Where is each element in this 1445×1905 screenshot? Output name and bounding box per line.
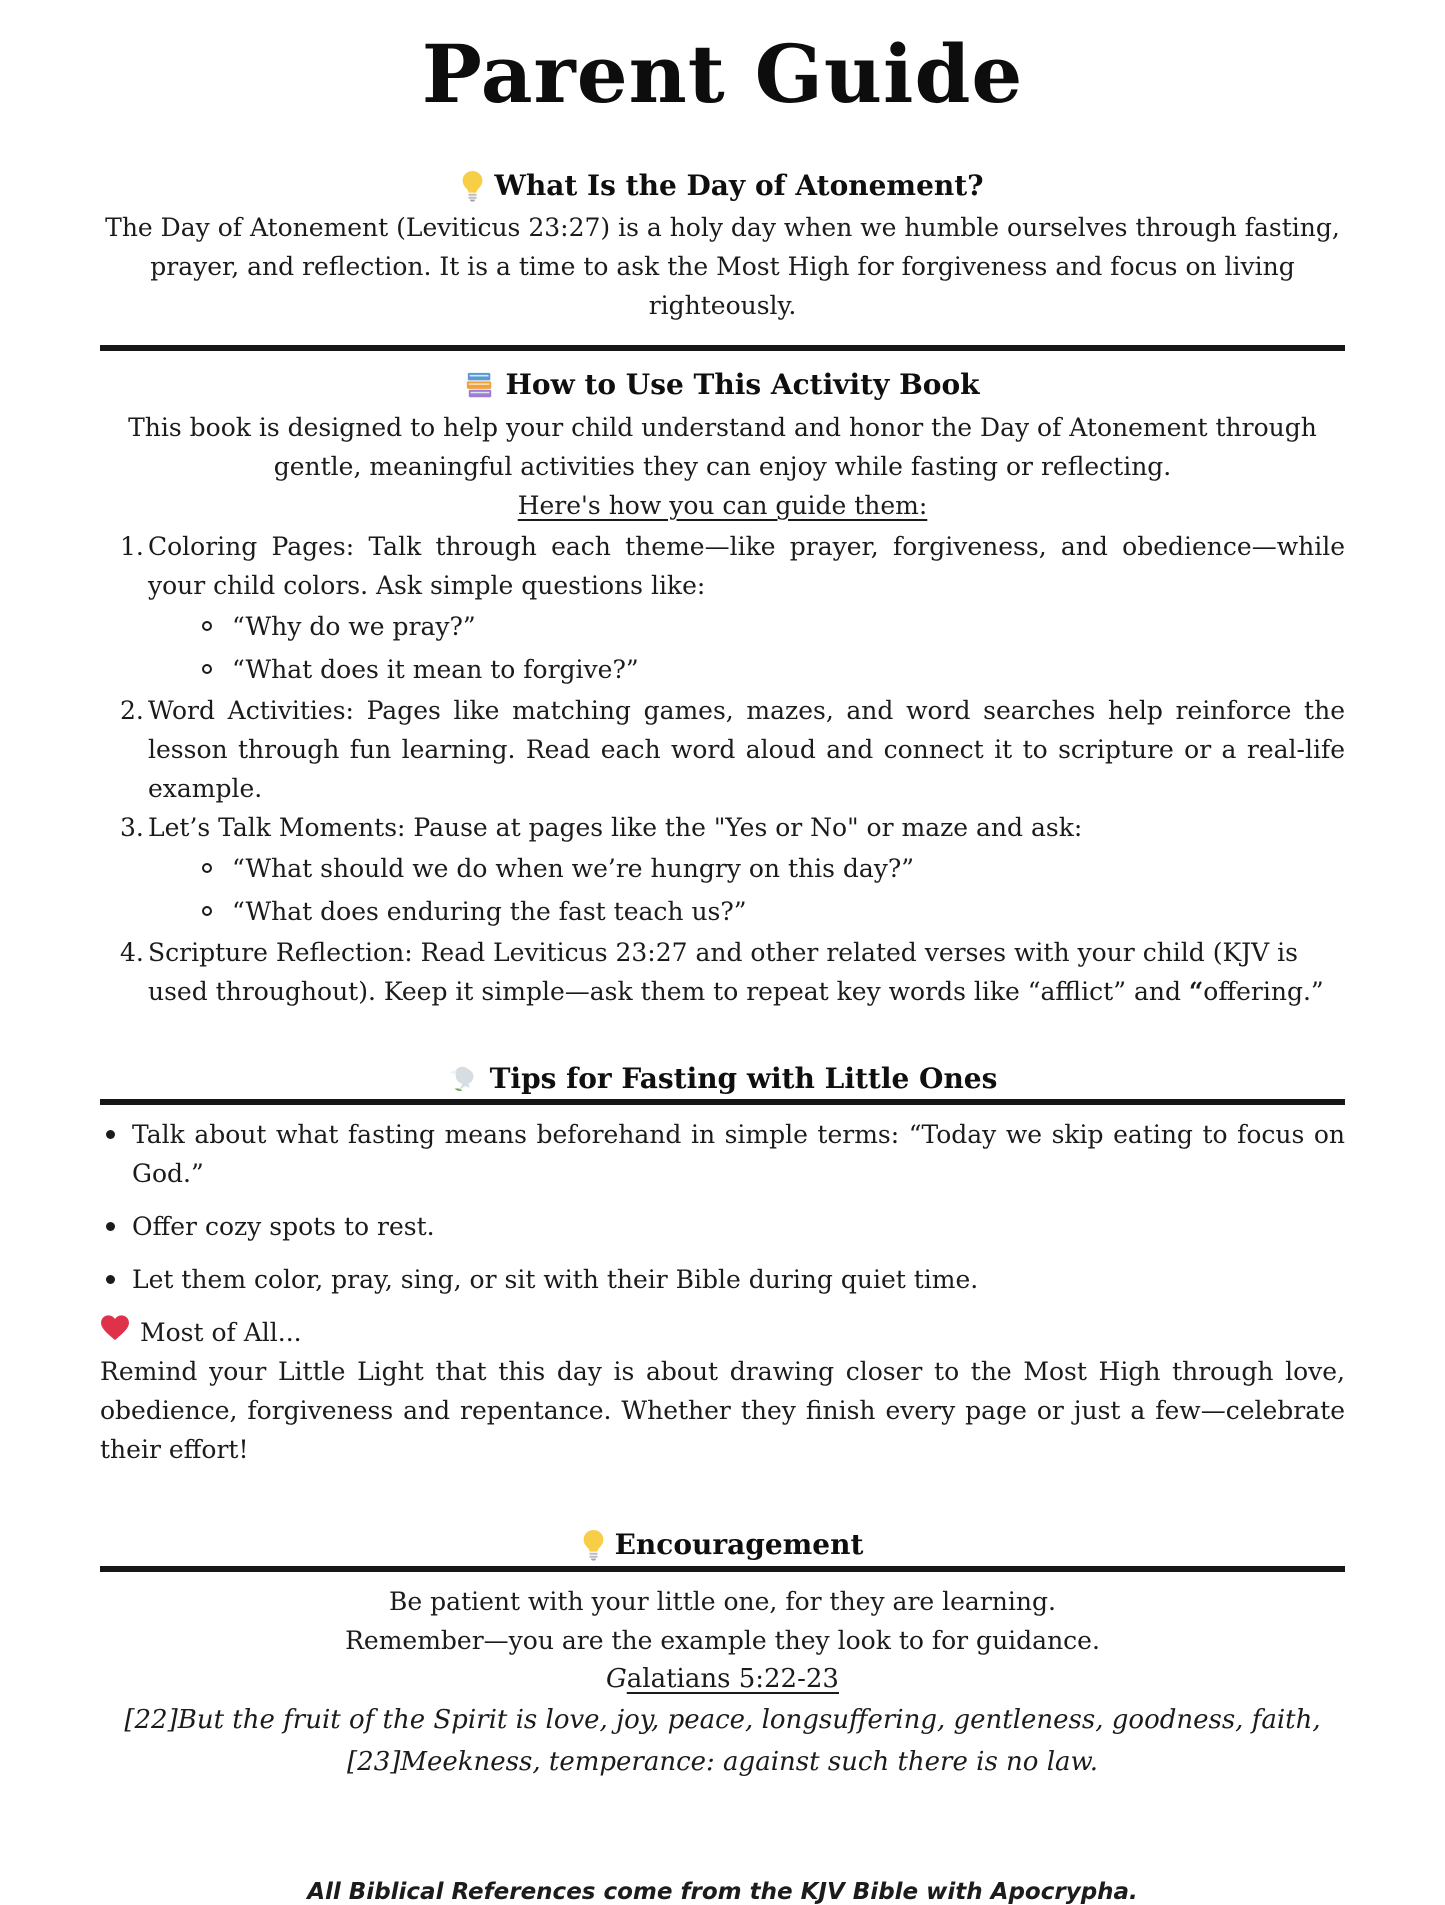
list-number: 2. bbox=[120, 695, 144, 725]
verse-ref-lead: G bbox=[606, 1663, 627, 1694]
list-item bbox=[120, 808, 1345, 933]
howto-list bbox=[120, 527, 1345, 1011]
guide-label-text: Here's how you can guide them: bbox=[517, 490, 928, 520]
howto-guide-label bbox=[100, 486, 1345, 525]
page-title: Parent Guide bbox=[421, 27, 1024, 121]
disc-bullet-icon bbox=[106, 1130, 115, 1139]
disc-bullet-icon bbox=[106, 1222, 115, 1231]
verse-reference bbox=[100, 1660, 1345, 1699]
sub-list-item bbox=[194, 890, 1345, 933]
circle-bullet-icon bbox=[202, 906, 212, 916]
disc-bullet-icon bbox=[106, 1275, 115, 1284]
section-heading-howto bbox=[100, 367, 1345, 403]
verse-line: [23]Meekness, temperance: against such there is no law. bbox=[347, 1746, 1098, 1777]
list-item-text: Let them color, pray, sing, or sit with their Bible during quiet time. bbox=[132, 1265, 979, 1295]
sub-list-item bbox=[194, 648, 1345, 691]
bold-quote-mark: “ bbox=[1188, 976, 1204, 1006]
footer-note: All Biblical References come from the KJV Bible with Apocrypha. bbox=[307, 1878, 1138, 1905]
list-item-text: Offer cozy spots to rest. bbox=[132, 1212, 435, 1242]
list-number: 1. bbox=[120, 531, 144, 561]
list-item-text: Talk about what fasting means beforehand in simple terms: “Today we skip eating to focus on God.” bbox=[132, 1120, 1345, 1189]
most-of-all-line bbox=[100, 1313, 1345, 1352]
section-divider bbox=[100, 1099, 1345, 1105]
circle-bullet-icon bbox=[202, 863, 212, 873]
list-item bbox=[100, 1207, 1345, 1246]
section-heading-atonement bbox=[100, 168, 1345, 204]
encouragement-line: Remember—you are the example they look to for guidance. bbox=[345, 1625, 1100, 1655]
sub-item-text: “What should we do when we’re hungry on this day?” bbox=[232, 853, 915, 883]
list-item bbox=[120, 527, 1345, 691]
section-heading-text: What Is the Day of Atonement? bbox=[494, 169, 984, 202]
list-item-text: Scripture Reflection: Read Leviticus 23:27 and other related verses with your child (KJV is used throughout). Keep it simple—ask them to repeat key words like “afflict” and bbox=[148, 937, 1299, 1006]
circle-bullet-icon bbox=[202, 621, 212, 631]
lightbulb-icon bbox=[582, 1529, 605, 1561]
list-item-text: Coloring Pages: Talk through each theme—like prayer, forgiveness, and obedience—while your child colors. Ask simple questions like: bbox=[148, 531, 1345, 600]
list-item bbox=[120, 933, 1345, 1011]
section-heading-encouragement bbox=[100, 1527, 1345, 1563]
verse-line: [22]But the fruit of the Spirit is love, joy, peace, longsuffering, gentleness, goodness, faith, bbox=[124, 1704, 1321, 1735]
heart-icon bbox=[100, 1313, 130, 1352]
section-heading-text: How to Use This Activity Book bbox=[505, 368, 980, 402]
sub-item-text: “Why do we pray?” bbox=[232, 611, 476, 641]
circle-bullet-icon bbox=[202, 664, 212, 674]
list-number: 4. bbox=[120, 937, 144, 967]
section-divider bbox=[100, 345, 1345, 351]
sub-list bbox=[194, 605, 1345, 691]
sub-list-item bbox=[194, 847, 1345, 890]
atonement-body: The Day of Atonement (Leviticus 23:27) is a holy day when we humble ourselves through fasting, prayer, and reflection. It is a time to ask the Most High for forgiveness and focus on living righteously. bbox=[105, 213, 1340, 321]
encouragement-line: Be patient with your little one, for they are learning. bbox=[389, 1586, 1056, 1616]
sub-item-text: “What does it mean to forgive?” bbox=[232, 654, 639, 684]
sub-list bbox=[194, 847, 1345, 933]
list-item-text: offering.” bbox=[1203, 976, 1324, 1006]
section-heading-text: Encouragement bbox=[614, 1528, 864, 1562]
most-of-all-body: Remind your Little Light that this day is about drawing closer to the Most High through love, obedience, forgiveness and repentance. Whether they finish every page or just a few—celebrate their effort! bbox=[100, 1357, 1345, 1465]
list-number: 3. bbox=[120, 812, 144, 842]
sub-list-item bbox=[194, 605, 1345, 648]
howto-intro: This book is designed to help your child understand and honor the Day of Atonement through gentle, meaningful activities they can enjoy while fasting or reflecting. bbox=[128, 412, 1317, 481]
most-of-all-label: Most of All... bbox=[140, 1318, 302, 1348]
dove-icon bbox=[448, 1065, 480, 1093]
tips-list bbox=[100, 1115, 1345, 1299]
section-divider bbox=[100, 1566, 1345, 1572]
list-item-text: Let’s Talk Moments: Pause at pages like the "Yes or No" or maze and ask: bbox=[148, 812, 1083, 842]
section-heading-tips bbox=[100, 1061, 1345, 1097]
list-item bbox=[100, 1260, 1345, 1299]
list-item-text: Word Activities: Pages like matching games, mazes, and word searches help reinforce the lesson through fun learning. Read each word aloud and connect it to scripture or a real-life example. bbox=[148, 695, 1345, 803]
list-item bbox=[120, 691, 1345, 808]
verse-ref-rest: alatians 5:22-23 bbox=[626, 1663, 839, 1694]
list-item bbox=[100, 1115, 1345, 1193]
sub-item-text: “What does enduring the fast teach us?” bbox=[232, 896, 747, 926]
section-heading-text: Tips for Fasting with Little Ones bbox=[489, 1061, 998, 1095]
books-icon bbox=[465, 371, 495, 401]
lightbulb-icon bbox=[461, 170, 484, 202]
